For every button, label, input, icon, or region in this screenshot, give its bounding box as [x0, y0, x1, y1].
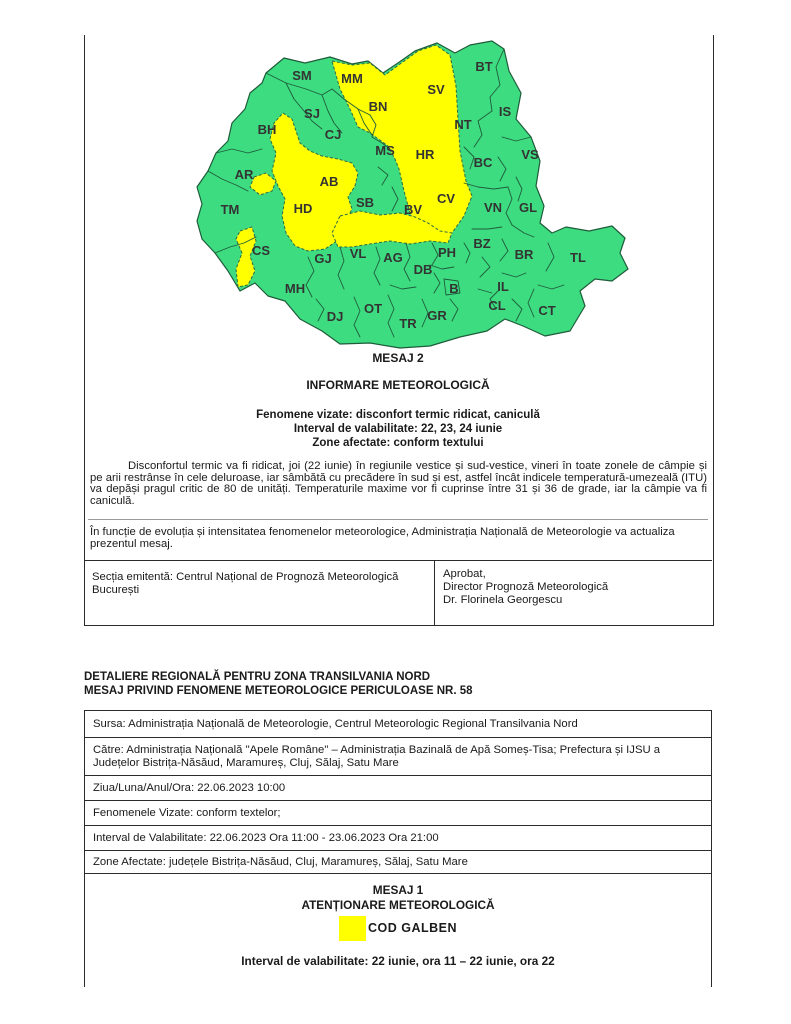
mesaj1-section	[85, 874, 711, 987]
county-label-SV: SV	[427, 82, 445, 97]
mesaj2-update-note: În funcție de evoluția și intensitatea fenomenelor meteorologice, Administrația Națională de Meteorologie va actualiza prezentul mesaj.	[90, 526, 675, 550]
county-label-VS: VS	[521, 147, 539, 162]
county-label-BT: BT	[475, 59, 493, 74]
county-label-VN: VN	[483, 200, 503, 215]
aprobat-line1: Aprobat,	[443, 568, 486, 580]
county-label-CS: CS	[251, 243, 271, 258]
county-label-AG: AG	[383, 250, 403, 265]
row-catre: Către: Administrația Națională "Apele Române" – Administrația Bazinală de Apă Someș-Tisa; Prefectura și IJSU a Județelor Bistrița-Năsăud, Maramureș, Cluj, Sălaj, Satu Mare	[85, 738, 711, 776]
aprobat-cell	[434, 561, 712, 626]
regional-heading-line1: DETALIERE REGIONALĂ PENTRU ZONA TRANSILVANIA NORD	[84, 671, 431, 683]
mesaj2-interval: Interval de valabilitate: 22, 23, 24 iunie	[293, 423, 503, 435]
row-fenomene: Fenomenele Vizate: conform textelor;	[85, 801, 711, 826]
signature-row	[84, 560, 712, 626]
county-label-HR: HR	[415, 147, 435, 162]
mesaj2-body: Disconfortul termic va fi ridicat, joi (22 iunie) în regiunile vestice și sud-vestice, vineri în toate zonele de câmpie și pe arii restrânse în cele deluroase, iar sâmbătă cu precădere în sud și est, astfel încât indicele temperatură-umezeală (ITU) va depăși pragul critic de 80 de unități. Temperaturile maxime vor fi cuprinse între 31 și 36 de grade, iar la câmpie va fi caniculă.	[90, 460, 707, 507]
cod-galben-row	[85, 915, 711, 941]
county-label-AB: AB	[319, 174, 339, 189]
emitent-cell: Secția emitentă: Centrul Național de Prognoză Meteorologică București	[92, 571, 399, 596]
regional-table	[84, 710, 712, 987]
cod-galben-label: COD GALBEN	[367, 921, 458, 935]
county-label-GL: GL	[518, 200, 538, 215]
county-label-OT: OT	[363, 301, 383, 316]
county-label-CJ: CJ	[324, 127, 342, 142]
romania-map-svg	[182, 37, 632, 352]
aprobat-line3: Dr. Florinela Georgescu	[443, 594, 563, 606]
mesaj2-zone: Zone afectate: conform textului	[312, 437, 484, 449]
mesaj1-subtitle: ATENȚIONARE METEOROLOGICĂ	[301, 897, 495, 912]
county-label-VL: VL	[349, 246, 367, 261]
row-interval: Interval de Valabilitate: 22.06.2023 Ora 11:00 - 23.06.2023 Ora 21:00	[85, 826, 711, 851]
mesaj2-title: MESAJ 2	[372, 351, 424, 365]
aprobat-line2: Director Prognoză Meteorologică	[443, 581, 609, 593]
county-label-CL: CL	[488, 298, 506, 313]
mesaj1-interval: Interval de valabilitate: 22 iunie, ora 11 – 22 iunie, ora 22	[241, 954, 555, 968]
county-label-BV: BV	[403, 202, 423, 217]
county-label-DJ: DJ	[326, 309, 344, 324]
mesaj2-summary	[84, 408, 712, 450]
county-label-BR: BR	[514, 247, 534, 262]
row-ziua: Ziua/Luna/Anul/Ora: 22.06.2023 10:00	[85, 776, 711, 801]
county-label-MS: MS	[375, 143, 395, 158]
mesaj1-title: MESAJ 1	[372, 883, 424, 897]
county-label-BZ: BZ	[473, 236, 491, 251]
county-label-MM: MM	[341, 71, 363, 86]
county-label-MH: MH	[284, 281, 306, 296]
county-label-CV: CV	[436, 191, 456, 206]
county-label-HD: HD	[293, 201, 313, 216]
county-label-SJ: SJ	[304, 106, 320, 121]
county-label-AR: AR	[234, 167, 254, 182]
mesaj2-subtitle: INFORMARE METEOROLOGICĂ	[306, 378, 490, 392]
county-label-SB: SB	[355, 195, 375, 210]
county-label-TM: TM	[220, 202, 240, 217]
county-label-BN: BN	[368, 99, 388, 114]
row-sursa: Sursa: Administrația Națională de Meteorologie, Centrul Meteorologic Regional Transilvania Nord	[85, 711, 711, 738]
county-label-GJ: GJ	[314, 251, 332, 266]
mesaj2-fenomene: Fenomene vizate: disconfort termic ridicat, caniculă	[256, 409, 540, 421]
county-label-SM: SM	[292, 68, 312, 83]
county-label-BH: BH	[257, 122, 277, 137]
county-label-PH: PH	[437, 245, 457, 260]
cod-galben-swatch	[339, 916, 366, 941]
county-label-BC: BC	[473, 155, 493, 170]
paragraph-separator	[88, 519, 708, 520]
regional-heading	[84, 670, 724, 698]
row-zone: Zone Afectate: județele Bistrița-Năsăud, Cluj, Maramureș, Sălaj, Satu Mare	[85, 851, 711, 874]
regional-heading-line2: MESAJ PRIVIND FENOMENE METEOROLOGICE PERICULOASE NR. 58	[84, 685, 473, 697]
county-label-GR: GR	[427, 308, 447, 323]
county-label-CT: CT	[538, 303, 556, 318]
county-label-DB: DB	[413, 262, 433, 277]
county-label-TL: TL	[570, 250, 586, 265]
county-label-TR: TR	[399, 316, 417, 331]
county-label-NT: NT	[454, 117, 472, 132]
county-label-B: B	[449, 281, 459, 296]
romania-weather-map	[182, 37, 632, 352]
county-label-IS: IS	[498, 104, 512, 119]
county-label-IL: IL	[497, 279, 509, 294]
